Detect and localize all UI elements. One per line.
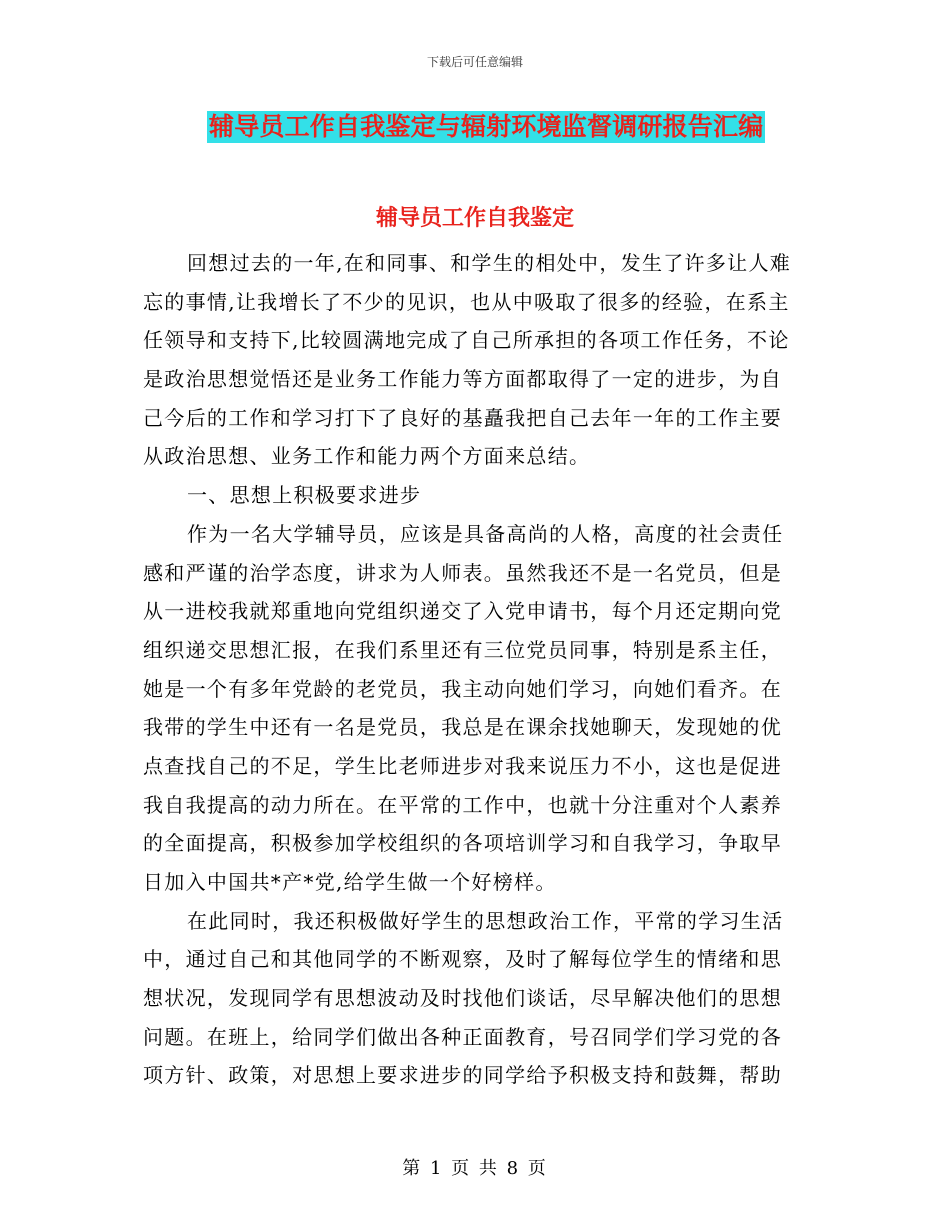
paragraph-line: 中，通过自己和其他同学的不断观察，及时了解每位学生的情绪和思 bbox=[143, 947, 782, 972]
paragraph-line: 从政治思想、业务工作和能力两个方面来总结。 bbox=[143, 444, 591, 469]
paragraph-line: 从一进校我就郑重地向党组织递交了入党申请书，每个月还定期向党 bbox=[143, 599, 782, 624]
paragraph-line: 问题。在班上，给同学们做出各种正面教育，号召同学们学习党的各 bbox=[143, 1024, 782, 1049]
paragraph-line: 己今后的工作和学习打下了良好的基矗我把自己去年一年的工作主要 bbox=[143, 405, 782, 430]
paragraph-line: 在此同时，我还积极做好学生的思想政治工作，平常的学习生活 bbox=[187, 908, 784, 933]
paragraph-line: 我带的学生中还有一名是党员，我总是在课余找她聊天，发现她的优 bbox=[143, 715, 782, 740]
paragraph-line: 项方针、政策，对思想上要求进步的同学给予积极支持和鼓舞，帮助 bbox=[143, 1063, 782, 1088]
paragraph-line: 日加入中国共*产*党,给学生做一个好榜样。 bbox=[143, 870, 557, 894]
paragraph-line: 点查找自己的不足，学生比老师进步对我来说压力不小，这也是促进 bbox=[143, 753, 782, 778]
paragraph-line: 回想过去的一年,在和同事、和学生的相处中，发生了许多让人难 bbox=[187, 251, 792, 275]
paragraph-line: 她是一个有多年党龄的老党员，我主动向她们学习，向她们看齐。在 bbox=[143, 676, 782, 701]
body-text bbox=[143, 244, 813, 1095]
paragraph-line: 组织递交思想汇报，在我们系里还有三位党员同事，特别是系主任， bbox=[143, 637, 782, 662]
paragraph-line: 想状况，发现同学有思想波动及时找他们谈话，尽早解决他们的思想 bbox=[143, 986, 782, 1011]
section-heading: 一、思想上积极要求进步 bbox=[187, 483, 422, 508]
paragraph-line: 忘的事情,让我增长了不少的见识，也从中吸取了很多的经验，在系主 bbox=[143, 289, 790, 314]
paragraph-line: 感和严谨的治学态度，讲求为人师表。虽然我还不是一名党员，但是 bbox=[143, 560, 782, 585]
paragraph-line: 任领导和支持下,比较圆满地完成了自己所承担的各项工作任务，不论 bbox=[143, 328, 790, 353]
paragraph-line: 我自我提高的动力所在。在平常的工作中，也就十分注重对个人素养 bbox=[143, 792, 782, 817]
sub-title: 辅导员工作自我鉴定 bbox=[375, 205, 574, 231]
paragraph-line: 是政治思想觉悟还是业务工作能力等方面都取得了一定的进步，为自 bbox=[143, 367, 782, 392]
header-note: 下载后可任意编辑 bbox=[426, 55, 523, 69]
paragraph-line: 的全面提高，积极参加学校组织的各项培训学习和自我学习，争取早 bbox=[143, 831, 782, 856]
paragraph-line: 作为一名大学辅导员，应该是具备高尚的人格，高度的社会责任 bbox=[187, 521, 784, 546]
main-title: 辅导员工作自我鉴定与辐射环境监督调研报告汇编 bbox=[209, 112, 764, 141]
page-footer: 第 1 页 共 8 页 bbox=[402, 1158, 548, 1179]
